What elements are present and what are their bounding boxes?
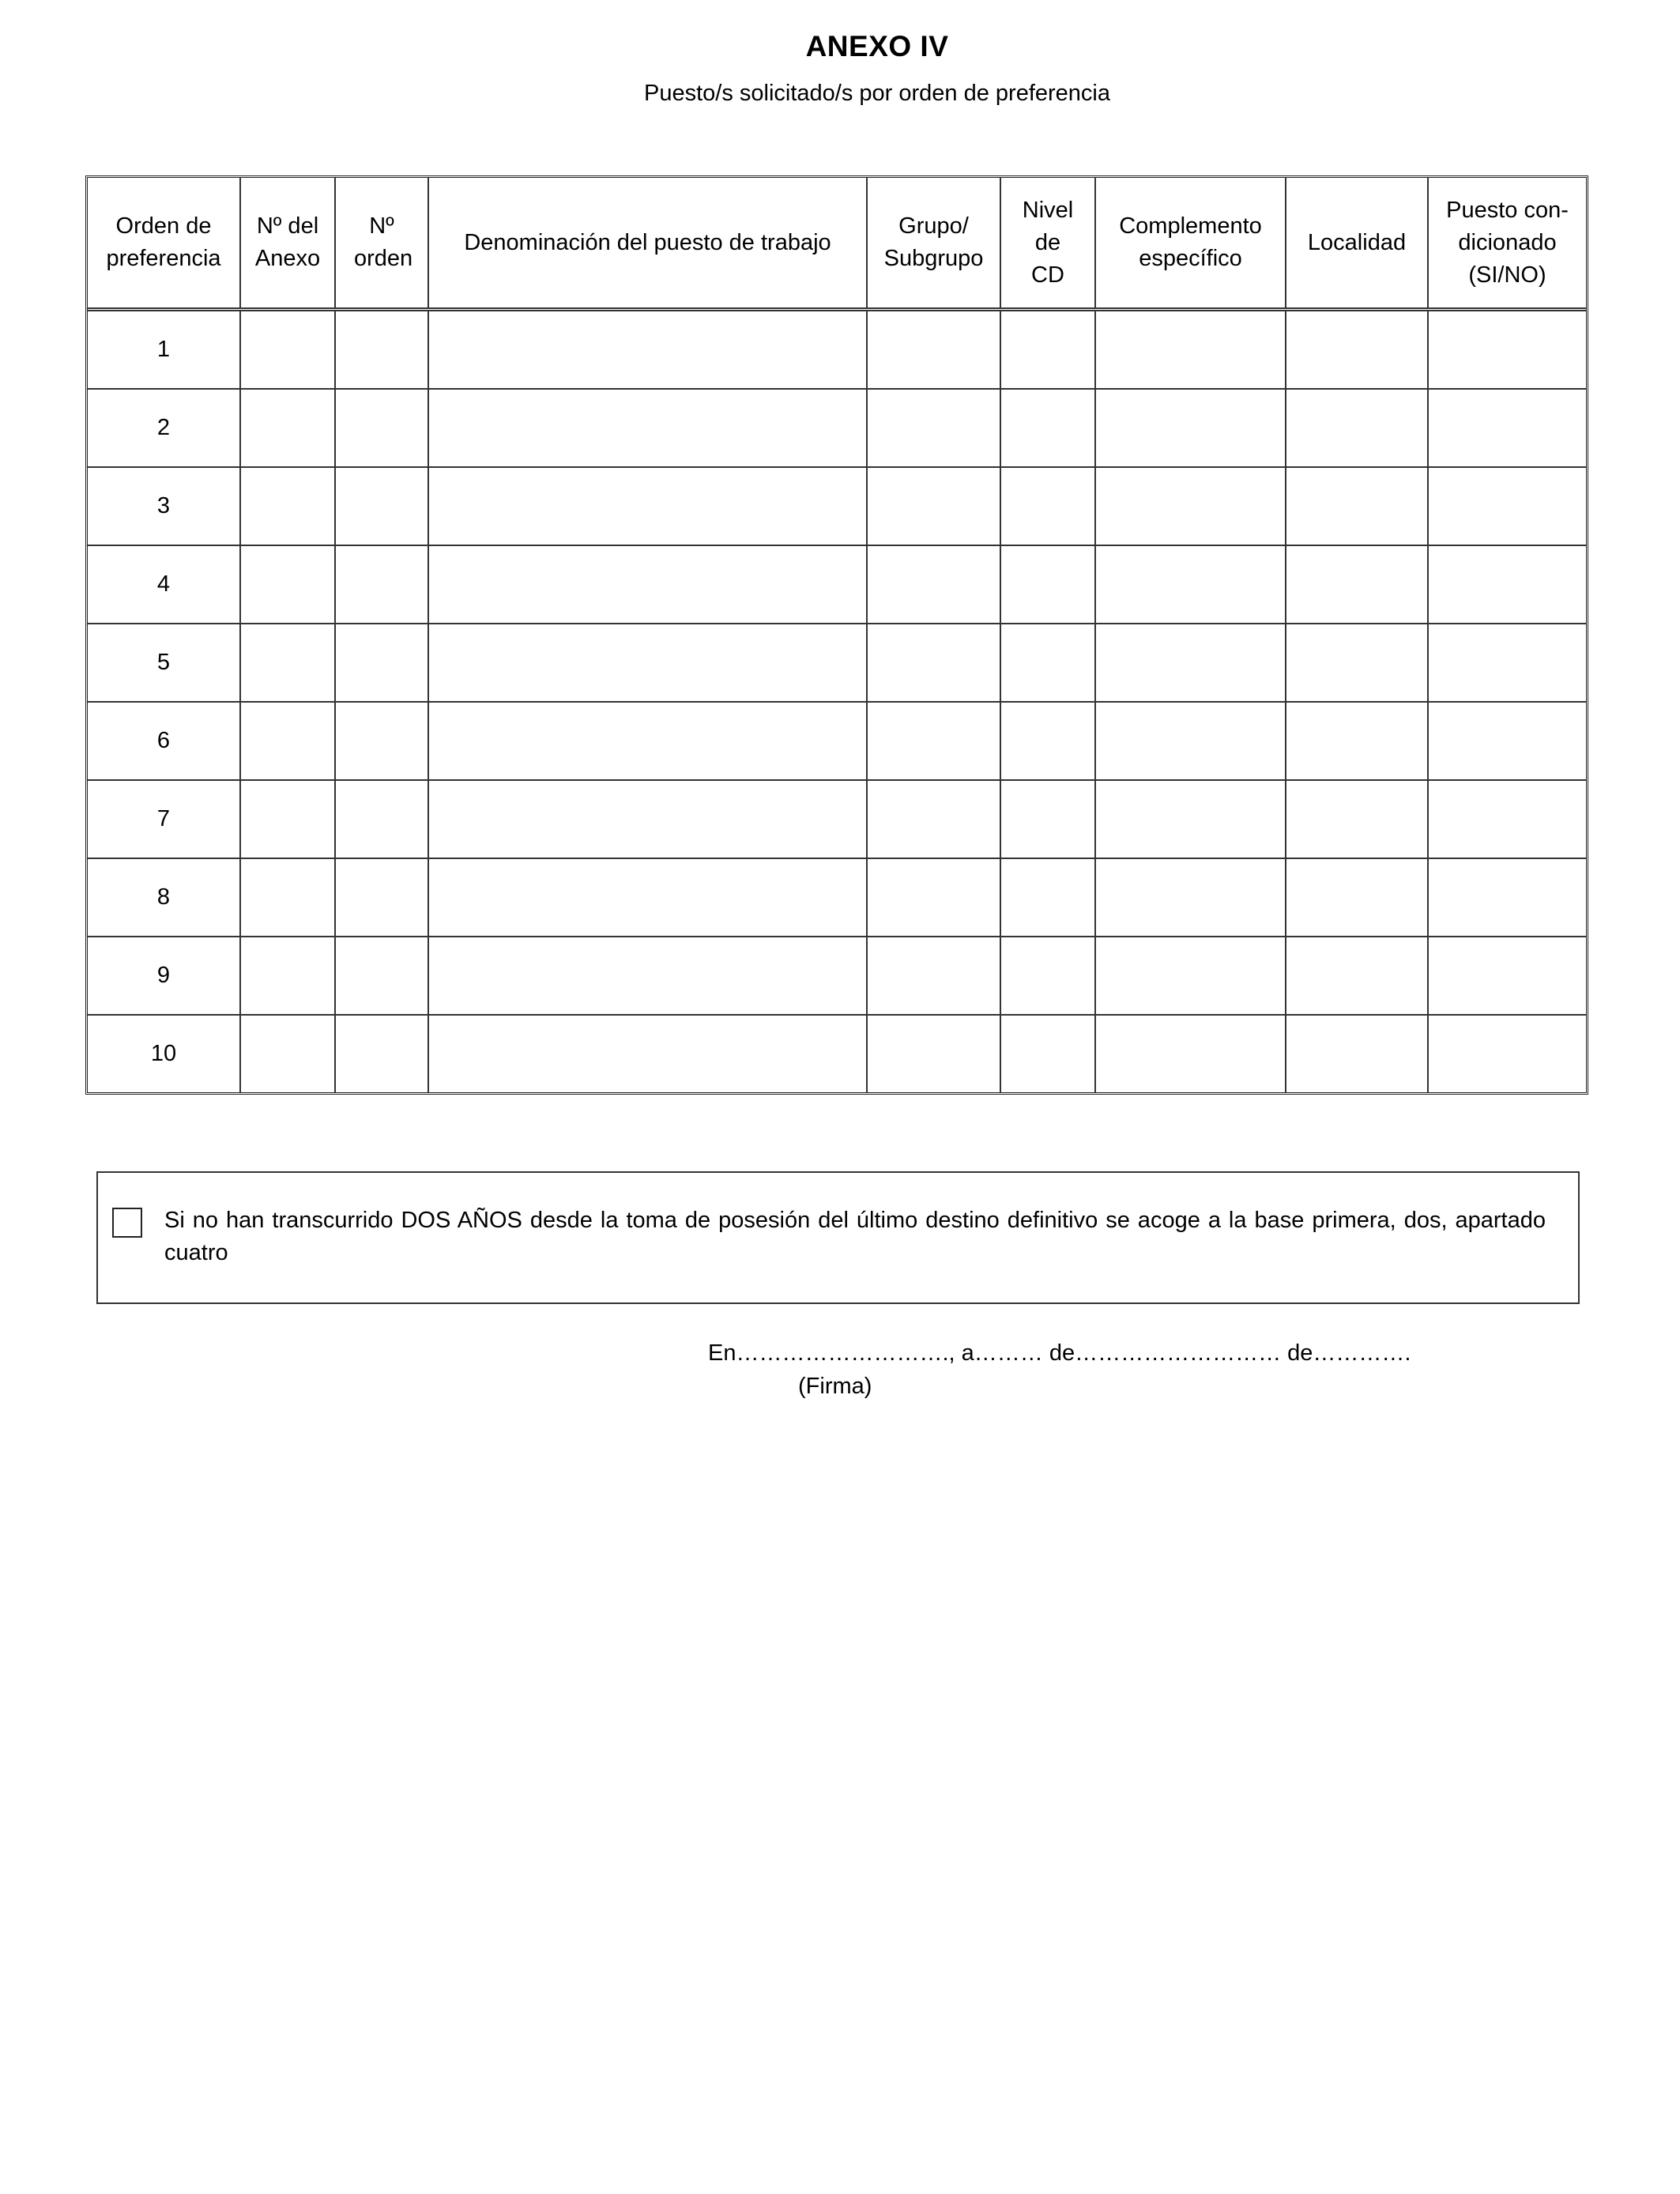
- row-number-cell: 5: [88, 624, 240, 702]
- table-cell[interactable]: [1286, 780, 1428, 858]
- header-label: Denominación del puesto de trabajo: [464, 229, 831, 255]
- header-label: Puesto con-dicionado (SI/NO): [1446, 197, 1569, 288]
- table-cell[interactable]: [1428, 1015, 1586, 1092]
- place-date-line: En………………………., a……… de……………………… de………….: [708, 1340, 1411, 1366]
- table-cell[interactable]: [335, 1015, 428, 1092]
- row-number-cell: 2: [88, 389, 240, 467]
- table-cell[interactable]: [1095, 310, 1286, 390]
- table-row: [88, 310, 1586, 390]
- row-number-cell: 8: [88, 858, 240, 937]
- header-label: Nº orden: [354, 213, 413, 271]
- table-cell[interactable]: [240, 858, 335, 937]
- table-cell[interactable]: [1428, 545, 1586, 624]
- table-cell[interactable]: [1286, 389, 1428, 467]
- table-cell[interactable]: [1428, 310, 1586, 390]
- table-cell[interactable]: [1000, 545, 1095, 624]
- table-cell[interactable]: [335, 389, 428, 467]
- table-cell[interactable]: [1000, 467, 1095, 545]
- table-header-row: [88, 178, 1586, 310]
- table-cell[interactable]: [1286, 467, 1428, 545]
- table-cell[interactable]: [1095, 937, 1286, 1015]
- notice-box: [96, 1171, 1580, 1304]
- table-cell[interactable]: [1286, 1015, 1428, 1092]
- table-cell[interactable]: [1286, 937, 1428, 1015]
- table-cell[interactable]: [428, 1015, 867, 1092]
- table-cell[interactable]: [428, 467, 867, 545]
- table-cell[interactable]: [335, 545, 428, 624]
- table-cell[interactable]: [867, 858, 1000, 937]
- table-row: [88, 1015, 1586, 1092]
- table-cell[interactable]: [240, 467, 335, 545]
- header-n-orden: [335, 178, 428, 310]
- header-orden-preferencia: [88, 178, 240, 310]
- table-row: [88, 624, 1586, 702]
- table-cell[interactable]: [1428, 467, 1586, 545]
- table-cell[interactable]: [867, 467, 1000, 545]
- table-cell[interactable]: [1428, 937, 1586, 1015]
- table-cell[interactable]: [428, 310, 867, 390]
- table-cell[interactable]: [428, 624, 867, 702]
- header-label: Localidad: [1307, 229, 1407, 255]
- table-cell[interactable]: [1000, 780, 1095, 858]
- table-cell[interactable]: [1095, 780, 1286, 858]
- table-row: [88, 780, 1586, 858]
- table-cell[interactable]: [1000, 858, 1095, 937]
- table-cell[interactable]: [335, 858, 428, 937]
- table-cell[interactable]: [428, 545, 867, 624]
- header-denominacion: [428, 178, 867, 310]
- header-grupo-subgrupo: [867, 178, 1000, 310]
- table-cell[interactable]: [1095, 389, 1286, 467]
- table-cell[interactable]: [1000, 624, 1095, 702]
- row-number-cell: 9: [88, 937, 240, 1015]
- table-cell[interactable]: [1000, 937, 1095, 1015]
- signature-label: (Firma): [798, 1374, 872, 1399]
- preference-table-frame: [85, 175, 1588, 1095]
- table-cell[interactable]: [1000, 1015, 1095, 1092]
- table-cell[interactable]: [867, 624, 1000, 702]
- page-title: ANEXO IV: [805, 30, 949, 62]
- table-cell[interactable]: [1428, 780, 1586, 858]
- table-cell[interactable]: [240, 702, 335, 780]
- table-cell[interactable]: [1095, 702, 1286, 780]
- header-n-anexo: [240, 178, 335, 310]
- table-cell[interactable]: [240, 624, 335, 702]
- row-number-cell: 1: [88, 310, 240, 390]
- notice-text: Si no han transcurrido DOS AÑOS desde la toma de posesión del último destino definitivo se acoge a la base primera, dos, apartado cuatro: [164, 1208, 1546, 1265]
- page-subtitle: Puesto/s solicitado/s por orden de preferencia: [643, 81, 1110, 106]
- table-cell[interactable]: [1428, 702, 1586, 780]
- table-cell[interactable]: [240, 310, 335, 390]
- table-cell[interactable]: [335, 780, 428, 858]
- table-cell[interactable]: [867, 1015, 1000, 1092]
- header-puesto-condicionado: [1428, 178, 1586, 310]
- table-body: [88, 310, 1586, 1093]
- row-number-cell: 10: [88, 1015, 240, 1092]
- table-cell[interactable]: [335, 702, 428, 780]
- table-cell[interactable]: [1095, 858, 1286, 937]
- table-cell[interactable]: [335, 624, 428, 702]
- row-number-cell: 6: [88, 702, 240, 780]
- table-cell[interactable]: [1286, 624, 1428, 702]
- header-complemento: [1095, 178, 1286, 310]
- table-cell[interactable]: [1428, 858, 1586, 937]
- table-cell[interactable]: [1095, 624, 1286, 702]
- preference-table: [88, 178, 1586, 1092]
- table-cell[interactable]: [240, 937, 335, 1015]
- two-years-checkbox[interactable]: [112, 1208, 142, 1238]
- header-label: Orden de preferencia: [106, 213, 221, 271]
- table-cell[interactable]: [1428, 624, 1586, 702]
- header-label: Nivel de CD: [1022, 197, 1074, 288]
- table-cell[interactable]: [428, 702, 867, 780]
- row-number-cell: 4: [88, 545, 240, 624]
- table-cell[interactable]: [240, 545, 335, 624]
- table-cell[interactable]: [1095, 467, 1286, 545]
- table-row: [88, 545, 1586, 624]
- table-cell[interactable]: [428, 937, 867, 1015]
- header-label: Grupo/ Subgrupo: [883, 213, 984, 271]
- table-row: [88, 702, 1586, 780]
- row-number-cell: 7: [88, 780, 240, 858]
- table-row: [88, 389, 1586, 467]
- table-cell[interactable]: [1428, 389, 1586, 467]
- table-cell[interactable]: [240, 1015, 335, 1092]
- table-cell[interactable]: [428, 780, 867, 858]
- table-cell[interactable]: [335, 467, 428, 545]
- table-cell[interactable]: [1000, 702, 1095, 780]
- table-cell[interactable]: [867, 937, 1000, 1015]
- header-localidad: [1286, 178, 1428, 310]
- table-cell[interactable]: [867, 389, 1000, 467]
- table-cell[interactable]: [335, 937, 428, 1015]
- table-cell[interactable]: [240, 780, 335, 858]
- table-cell[interactable]: [867, 545, 1000, 624]
- row-number-cell: 3: [88, 467, 240, 545]
- table-cell[interactable]: [867, 780, 1000, 858]
- table-cell[interactable]: [1286, 858, 1428, 937]
- table-row: [88, 467, 1586, 545]
- table-cell[interactable]: [1095, 1015, 1286, 1092]
- table-row: [88, 937, 1586, 1015]
- table-cell[interactable]: [1095, 545, 1286, 624]
- table-cell[interactable]: [335, 310, 428, 390]
- table-cell[interactable]: [1000, 389, 1095, 467]
- header-label: Nº del Anexo: [254, 213, 321, 271]
- table-cell[interactable]: [240, 389, 335, 467]
- header-nivel-cd: [1000, 178, 1095, 310]
- table-cell[interactable]: [867, 310, 1000, 390]
- table-cell[interactable]: [867, 702, 1000, 780]
- table-cell[interactable]: [1286, 310, 1428, 390]
- table-cell[interactable]: [1000, 310, 1095, 390]
- table-cell[interactable]: [428, 858, 867, 937]
- table-cell[interactable]: [1286, 545, 1428, 624]
- table-cell[interactable]: [428, 389, 867, 467]
- table-cell[interactable]: [1286, 702, 1428, 780]
- table-row: [88, 858, 1586, 937]
- header-label: Complemento específico: [1119, 213, 1262, 271]
